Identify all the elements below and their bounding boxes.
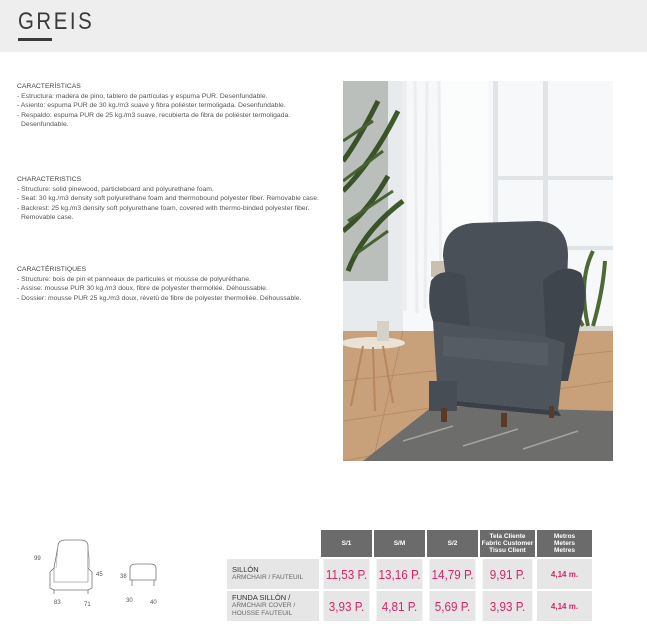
header-fabric-customer: Tela Cliente Fabric Customer Tissu Client [480, 530, 535, 557]
row-label [227, 559, 319, 589]
armchair-width-label: 71 [84, 602, 91, 608]
footstool-depth-label: 30 [126, 598, 133, 604]
price-s2: 14,79 P. [430, 559, 476, 589]
description-line: Desenfundable. [21, 120, 69, 128]
metros-value: 4,14 m. [537, 591, 592, 621]
description-es [17, 82, 337, 129]
dimensions-diagram [28, 538, 178, 610]
description-fr [17, 265, 337, 303]
description-title: CHARACTERISTICS [17, 176, 82, 183]
description-title: CARACTÉRISTIQUES [17, 266, 87, 273]
row-label-main: FUNDA SILLÓN / [232, 593, 291, 602]
header-s2: S/2 [427, 530, 478, 557]
brand-name: GREIS [18, 8, 95, 35]
description-line: - Dossier: mousse PUR 25 kg./m3 doux, révetû de fibre de polyester thermoliée. Déhoussable. [17, 294, 302, 302]
description-line: - Estructura: madera de pino, tablero de partículas y espuma PUR. Desenfundable. [17, 93, 268, 101]
metros-value: 4,14 m. [537, 559, 592, 589]
header-blank [227, 530, 319, 557]
description-en [17, 175, 337, 222]
header-metros: Metros Meters Metres [537, 530, 592, 557]
armchair-height-label: 99 [34, 556, 41, 562]
description-line: Removable case. [21, 213, 74, 221]
description-line: - Asiento: espuma PUR de 30 kg./m3 suave y fibra poliéster termoligada. Desenfundable. [17, 102, 286, 110]
price-table [225, 528, 594, 623]
description-line: - Backrest: 25 kg./m3 density soft polyurethane foam, covered with thermo-binded polyester fiber. [17, 204, 310, 212]
header-s1: S/1 [321, 530, 372, 557]
description-line: - Seat: 30 kg./m3 density soft polyurethane foam and thermobound polyester fiber. Removable case. [17, 195, 319, 203]
description-line: - Assise: mousse PUR 30 kg./m3 doux, fibre de polyester thermoliée. Déhoussable. [17, 285, 268, 293]
price-s1: 11,53 P. [324, 559, 370, 589]
table-row [227, 591, 592, 621]
armchair-seat-height-label: 45 [96, 572, 103, 578]
brand-underline [18, 38, 52, 41]
description-line: - Structure: solid pinewood, particleboard and polyurethane foam. [17, 186, 214, 194]
description-line: - Respaldo: espuma PUR de 25 kg./m3 suave, recubierta de fibra de poliéster termoligada. [17, 111, 291, 119]
price-fabric-customer: 9,91 P. [483, 559, 533, 589]
row-label-main: SILLÓN [232, 565, 259, 574]
row-label-sub: ARMCHAIR / FAUTEUIL [232, 574, 304, 581]
header-sm: S/M [374, 530, 425, 557]
price-sm: 13,16 P. [377, 559, 423, 589]
price-table-header-row [227, 530, 592, 557]
price-s2: 5,69 P. [430, 591, 476, 621]
description-title: CARACTERÍSTICAS [17, 83, 81, 90]
description-line: - Structure: bois de pin et panneaux de particules et mousse de polyuréthane. [17, 276, 251, 284]
table-row [227, 559, 592, 589]
price-fabric-customer: 3,93 P. [483, 591, 533, 621]
product-photo [343, 81, 613, 461]
row-label-sub: ARMCHAIR COVER / HOUSSE FAUTEUIL [232, 602, 296, 617]
price-sm: 4,81 P. [377, 591, 423, 621]
price-s1: 3,93 P. [324, 591, 370, 621]
dimensions-drawing [28, 538, 178, 610]
header-band [0, 0, 647, 52]
footstool-height-label: 38 [120, 574, 127, 580]
row-label [227, 591, 319, 621]
footstool-width-label: 40 [150, 600, 157, 606]
armchair-depth-label: 83 [54, 600, 61, 606]
armchair-scene-illustration [343, 81, 613, 461]
